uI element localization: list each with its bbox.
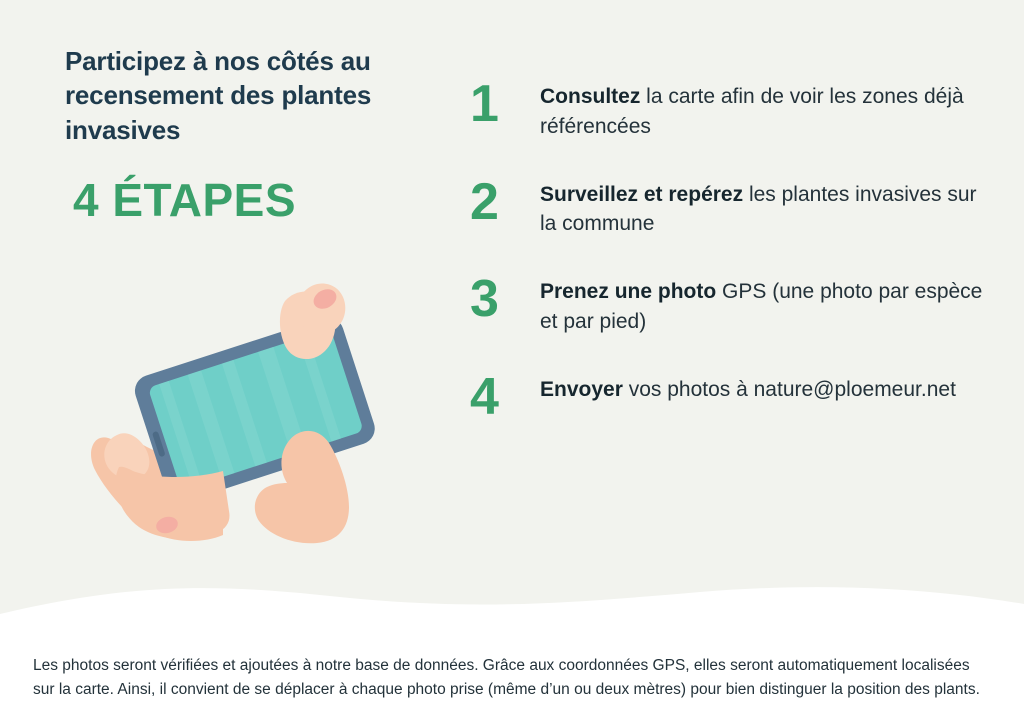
step-bold-1: Consultez (540, 85, 641, 108)
heading-block (65, 44, 455, 227)
step-number-3: 3 (470, 270, 499, 329)
step-rest-2: les plantes invasives sur la commune (540, 182, 977, 236)
step-bold-3: Prenez une photo (540, 280, 717, 304)
step-item-2 (470, 172, 990, 240)
page-title: Participez à nos côtés au recensement des plantes invasives (65, 46, 372, 145)
step-item-1 (470, 75, 990, 142)
footer-note: Les photos seront vérifiées et ajoutées à notre base de données. Grâce aux coordonnées GPS, elles seront automatiquement localisées sur la carte. Ainsi, il convient de se déplacer à chaque photo prise (même d’un ou deux mètres) pour bien distinguer la position des plants. (33, 656, 980, 698)
illustration-hands-phone (55, 235, 415, 555)
step-rest-3: GPS (une photo par espèce et par pied) (540, 280, 983, 334)
step-number-2: 2 (470, 172, 499, 231)
step-item-4 (470, 367, 990, 426)
step-text-3 (540, 273, 990, 337)
step-item-3 (470, 270, 990, 337)
steps-title: 4 ÉTAPES (73, 173, 296, 226)
step-text-1 (540, 78, 990, 142)
step-text-2 (540, 176, 990, 240)
step-rest-4: vos photos à nature@ploemeur.net (622, 377, 956, 401)
step-number-4: 4 (470, 367, 499, 426)
step-bold-2: Surveillez et repérez (540, 182, 744, 206)
steps-list (470, 75, 990, 456)
step-number-1: 1 (470, 75, 499, 133)
step-text-4 (540, 371, 990, 405)
step-bold-4: Envoyer (540, 377, 623, 401)
smartphone-in-hands-icon (55, 235, 415, 555)
step-rest-1: la carte afin de voir les zones déjà référencées (540, 85, 964, 138)
